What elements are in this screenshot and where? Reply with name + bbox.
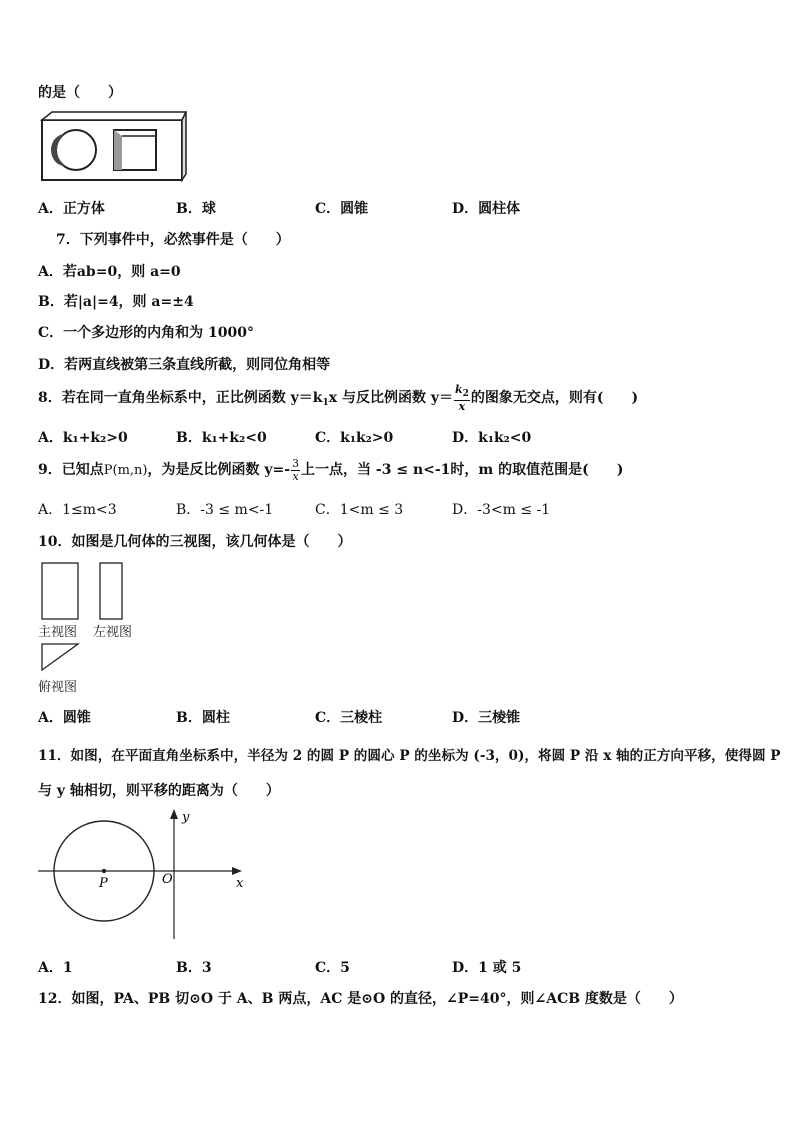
q9-option-d: D．-3<m ≤ -1 (452, 502, 551, 518)
q9-point: P(m,n) (103, 463, 148, 478)
q9-frac-num: 3 (292, 456, 300, 470)
q10-option-d: D．三棱锥 (452, 710, 521, 726)
q8-option-c: C．k₁k₂>0 (315, 430, 394, 446)
question-11-stem-line2: 与 y 轴相切，则平移的距离为（ ） (38, 783, 280, 799)
top-view-label: 俯视图 (38, 680, 78, 695)
q11-option-a: A．1 (38, 960, 73, 976)
x-axis-label: x (236, 876, 244, 891)
left-view-label: 左视图 (93, 625, 133, 640)
q9-frac-den: x (292, 469, 299, 483)
q7-option-d: D．若两直线被第三条直线所截，则同位角相等 (38, 357, 331, 373)
q11-option-b: B．3 (176, 960, 212, 976)
q8-frac-num-sub: 2 (462, 388, 469, 399)
q7-option-a: A．若ab=0，则 a=0 (38, 264, 181, 280)
question-9-stem (38, 452, 623, 488)
q9-fraction (291, 458, 300, 483)
q10-option-b: B．圆柱 (176, 710, 230, 726)
option-c: C．圆锥 (315, 201, 369, 217)
q8-stem-part-c: 的图象无交点，则有( ) (470, 390, 639, 406)
q8-option-b: B．k₁+k₂<0 (176, 430, 267, 446)
q11-option-c: C．5 (315, 960, 350, 976)
q9-option-a: A．1≤m<3 (38, 502, 117, 518)
q8-frac-num: k (454, 382, 463, 396)
q9-option-c: C．1<m ≤ 3 (315, 502, 404, 518)
prev-question-tail: 的是（ ） (38, 85, 122, 101)
question-12-stem: 12．如图，PA、PB 切⊙O 于 A、B 两点，AC 是⊙O 的直径，∠P=40°，则∠ACB 度数是（ ） (38, 991, 683, 1007)
q11-option-d: D．1 或 5 (452, 960, 522, 976)
q9-stem-part-b: ，为是反比例函数 y=- (147, 462, 291, 478)
x-axis-arrow-icon (232, 867, 242, 875)
y-axis-arrow-icon (170, 809, 178, 819)
front-view-label: 主视图 (38, 625, 78, 640)
q8-frac-den: x (458, 399, 466, 413)
q9-option-b: B．-3 ≤ m<-1 (176, 502, 274, 518)
question-7-stem: 7．下列事件中，必然事件是（ ） (56, 232, 290, 248)
question-8-stem (38, 383, 638, 413)
coordinate-figure (36, 805, 250, 945)
option-a: A．正方体 (38, 201, 105, 217)
q7-option-b: B．若|a|=4，则 a=±4 (38, 294, 194, 310)
box-figure (38, 110, 188, 190)
y-axis-label: y (182, 810, 190, 825)
question-10-stem: 10．如图是几何体的三视图，该几何体是（ ） (38, 534, 352, 550)
center-point-p (102, 869, 106, 873)
q8-fraction (454, 384, 470, 413)
q8-option-a: A．k₁+k₂>0 (38, 430, 128, 446)
q10-option-c: C．三棱柱 (315, 710, 383, 726)
q9-stem-part-c: 上一点，当 -3 ≤ n<-1时，m 的取值范围是( ) (301, 462, 624, 478)
option-d: D．圆柱体 (452, 201, 521, 217)
q10-option-a: A．圆锥 (38, 710, 91, 726)
q8-stem-part-a: 8．若在同一直角坐标系中，正比例函数 y＝k (38, 390, 323, 406)
point-p-label: P (99, 876, 108, 891)
q8-stem-sub: 1 (322, 398, 329, 408)
origin-label: O (162, 872, 173, 887)
option-b: B．球 (176, 201, 216, 217)
q8-option-d: D．k₁k₂<0 (452, 430, 532, 446)
question-11-stem-line1: 11．如图，在平面直角坐标系中，半径为 2 的圆 P 的圆心 P 的坐标为 (-3，0)，将圆 P 沿 x 轴的正方向平移，使得圆 P (38, 748, 781, 764)
q7-option-c: C．一个多边形的内角和为 1000° (38, 325, 254, 341)
q8-stem-part-b: x 与反比例函数 y＝ (328, 390, 453, 406)
q9-stem-part-a: 9．已知点 (38, 462, 104, 478)
